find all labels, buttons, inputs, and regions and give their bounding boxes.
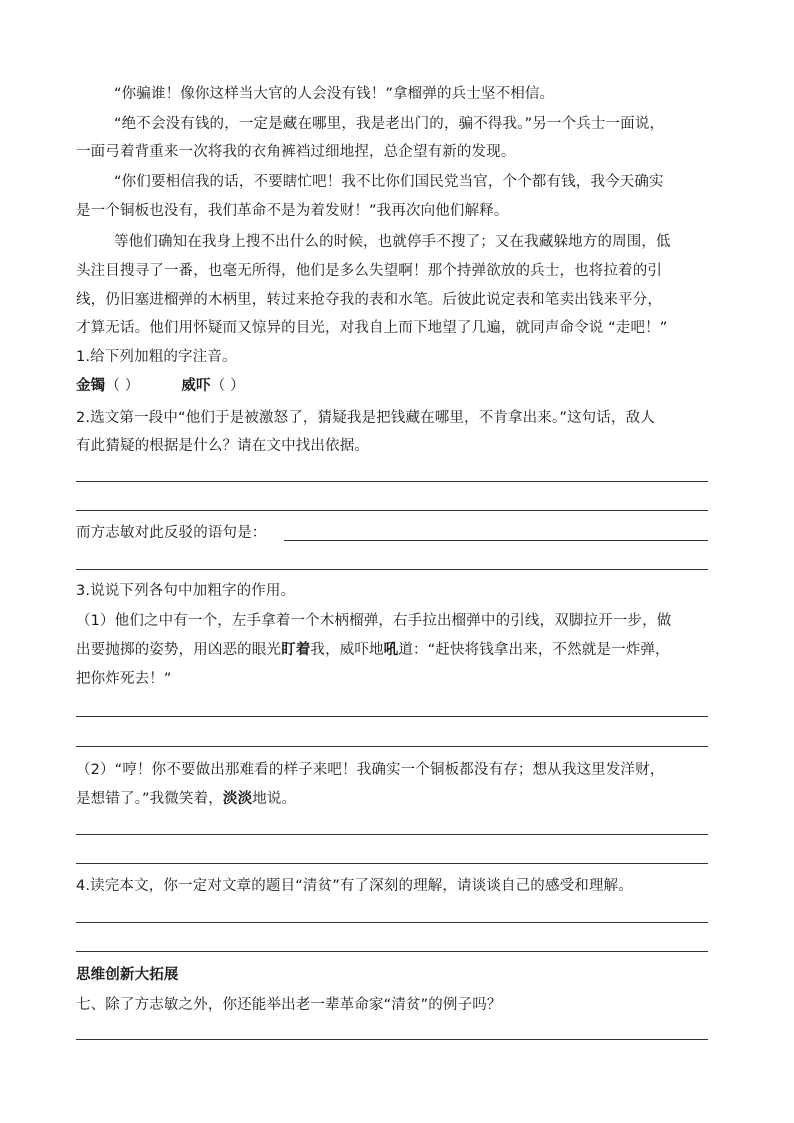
question-3-sentence-2-line-2 — [76, 789, 736, 809]
passage-paragraph-3-line-1: “你们要相信我的话，不要瞎忙吧！我不比你们国民党当官，个个都有钱，我今天确实 — [114, 174, 664, 190]
bold-word-dan-dan: 淡淡 — [222, 791, 253, 807]
bold-word-hou: 吼 — [383, 642, 399, 658]
passage-paragraph-4-line-2: 头注目搜寻了一番，也毫无所得，他们是多么失望啊！那个持弹欲放的兵士，也将拉着的引 — [76, 263, 662, 279]
sentence-2-text-pre: 是想错了。”我微笑着， — [76, 791, 223, 807]
word-1-char-1: 金 — [76, 378, 91, 394]
passage-paragraph-4-line-1: 等他们确知在我身上搜不出什么的时候，也就停手不搜了；又在我藏躲地方的周围，低 — [114, 234, 671, 250]
question-2-line-2: 有此猜疑的根据是什么？请在文中找出依据。 — [76, 438, 369, 454]
question-3-label: 3.说说下列各句中加粗字的作用。 — [76, 583, 296, 599]
sentence-1-text-pre: 出要抛掷的姿势，用凶恶的眼光 — [76, 642, 282, 658]
sentence-1-text-mid: 我，威吓地 — [310, 642, 384, 658]
passage-paragraph-4-line-3: 线，仍旧塞进榴弹的木柄里，转过来抢夺我的表和水笔。后彼此说定表和笔卖出钱来平分， — [76, 292, 662, 308]
question-3-sentence-2-line-1: （2）“哼！你不要做出那难看的样子来吧！我确实一个铜板都没有存；想从我这里发洋财， — [76, 762, 665, 778]
question-7-label: 七、除了方志敏之外，你还能举出老一辈革命家“清贫”的例子吗？ — [76, 997, 502, 1013]
word-2-char-1: 威 — [181, 378, 197, 394]
word-1-char-2-bold: 镯 — [90, 378, 106, 394]
answer-line-q3-3[interactable] — [76, 834, 708, 835]
question-4-label: 4.读完本文，你一定对文章的题目“清贫”有了深刻的理解，请谈谈自己的感受和理解。 — [76, 878, 633, 894]
question-3-sentence-1-line-3: 把你炸死去！” — [76, 671, 172, 687]
passage-paragraph-3-line-2: 是一个铜板也没有，我们革命不是为着发财！”我再次向他们解释。 — [76, 203, 509, 219]
sentence-2-text-post: 地说。 — [252, 791, 297, 807]
answer-line-q3-1[interactable] — [76, 716, 708, 717]
passage-paragraph-4-line-4: 才算无话。他们用怀疑而又惊异的目光，对我自上而下地望了几遍，就同声命令说 “走吧！” — [76, 320, 668, 336]
pinyin-blank-1[interactable]: （ ） — [105, 378, 140, 394]
question-1-items — [76, 376, 736, 396]
question-2-rebut-label: 而方志敏对此反驳的语句是： — [76, 525, 267, 541]
section-heading-extension: 思维创新大拓展 — [76, 967, 179, 983]
passage-paragraph-2-line-1: “绝不会没有钱的，一定是藏在哪里，我是老出门的，骗不得我。”另一个兵士一面说， — [114, 116, 665, 132]
question-3-sentence-1-line-2 — [76, 640, 736, 660]
answer-line-q4-2[interactable] — [76, 951, 708, 952]
answer-line-q2-rebut[interactable] — [284, 540, 708, 541]
passage-paragraph-2-line-2: 一面弓着背重来一次将我的衣角裤裆过细地捏，总企望有新的发现。 — [76, 144, 516, 160]
pinyin-blank-2[interactable]: （ ） — [210, 378, 245, 394]
answer-line-q3-2[interactable] — [76, 746, 708, 747]
bold-word-ding-zhe: 盯着 — [281, 642, 311, 658]
question-3-sentence-1-line-1: （1）他们之中有一个，左手拿着一个木柄榴弹，右手拉出榴弹中的引线，双脚拉开一步，做 — [76, 613, 672, 629]
sentence-1-text-post: 道：“赶快将钱拿出来，不然就是一炸弹， — [398, 642, 670, 658]
answer-line-q2-3[interactable] — [76, 569, 708, 570]
word-2-char-2-bold: 吓 — [196, 378, 211, 394]
answer-line-q7-1[interactable] — [76, 1039, 708, 1040]
question-2-line-1: 2.选文第一段中“他们于是被激怒了，猜疑我是把钱藏在哪里，不肯拿出来。”这句话，敌人 — [76, 410, 655, 426]
answer-line-q3-4[interactable] — [76, 863, 708, 864]
answer-line-q2-1[interactable] — [76, 481, 708, 482]
answer-line-q4-1[interactable] — [76, 922, 708, 923]
answer-line-q2-2[interactable] — [76, 510, 708, 511]
question-1-label: 1.给下列加粗的字注音。 — [76, 349, 237, 365]
passage-paragraph-1: “你骗谁！像你这样当大官的人会没有钱！”拿榴弹的兵士坚不相信。 — [114, 86, 555, 102]
